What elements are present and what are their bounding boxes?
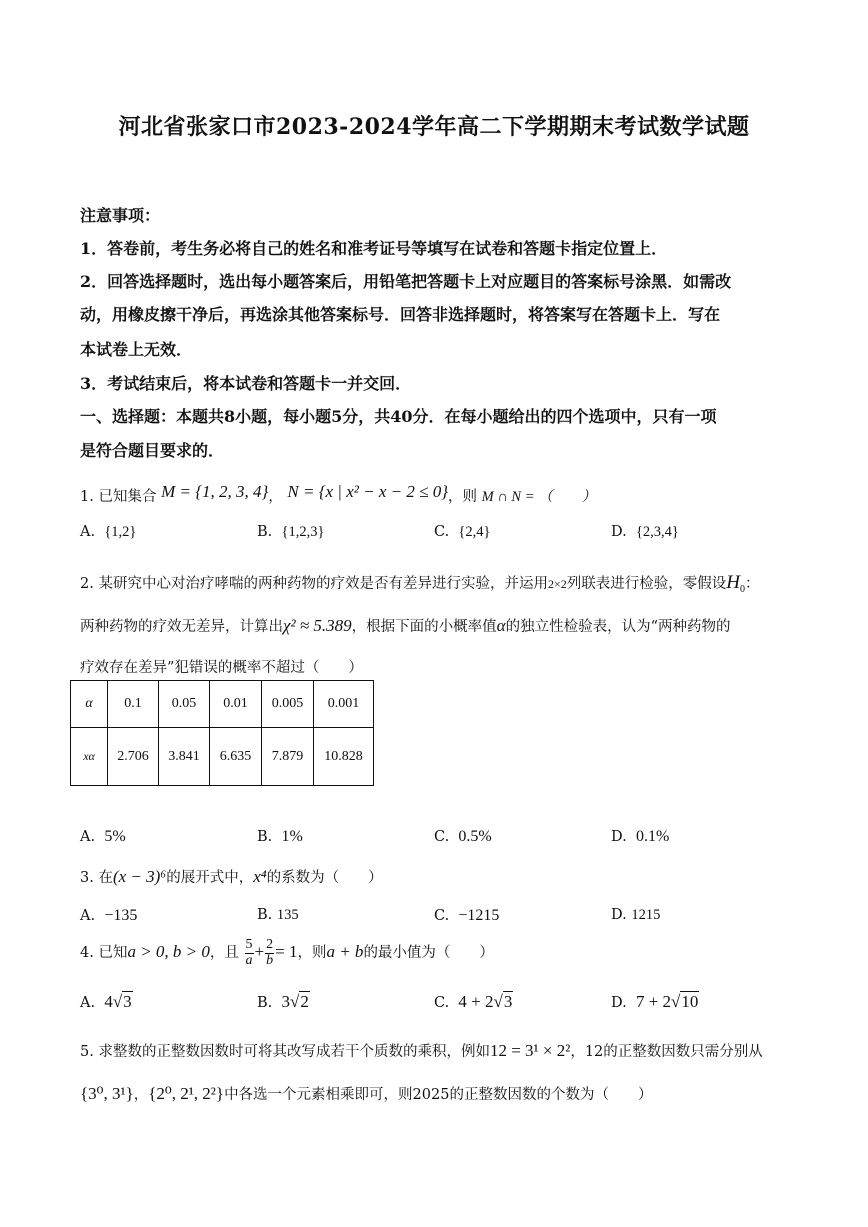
page-title: 河北省张家口市2023-2024学年高二下学期期末考试数学试题 — [118, 114, 750, 140]
q2-option-b[interactable]: B. 1% — [257, 828, 303, 845]
q3-option-c[interactable]: C. −1215 — [434, 907, 500, 924]
question-2-line-1: 2. 某研究中心对治疗哮喘的两种药物的疗效是否有差异进行实验，并运用2×2列联表进行检验，零假设$H_0$： — [80, 572, 760, 595]
table-cell: 10.828 — [314, 728, 374, 786]
q4-option-b[interactable]: B. 3√2 — [257, 992, 309, 1011]
notice-item-2-line-2: 动，用橡皮擦干净后，再选涂其他答案标号．回答非选择题时，将答案写在答题卡上．写在 — [80, 305, 721, 324]
q1-ask: M ∩ N = （ ） — [481, 489, 597, 505]
question-5-line-2: {3⁰, 3¹}，{2⁰, 2¹, 2²}中各选一个元素相乘即可，则2025的正整数因数的个数为（ ） — [80, 1084, 653, 1103]
table-cell: 0.001 — [314, 681, 374, 728]
q1-set-n: N = {x | x² − x − 2 ≤ 0} — [287, 482, 448, 501]
q1-option-a[interactable]: A. {1,2} — [80, 524, 137, 540]
q4-fraction-1: $\frac{5}{a}$ — [245, 937, 253, 968]
q4-option-d[interactable]: D. 7 + 2√10 — [611, 992, 699, 1011]
q4-option-c[interactable]: C. 4 + 2√3 — [434, 992, 513, 1011]
table-cell: 0.005 — [262, 681, 314, 728]
notice-item-3: 3．考试结束后，将本试卷和答题卡一并交回． — [80, 374, 412, 393]
table-cell: 2.706 — [108, 728, 159, 786]
q3-option-d[interactable]: D. 1215 — [611, 907, 661, 923]
table-cell: 0.01 — [210, 681, 262, 728]
table-row — [71, 728, 374, 786]
notice-item-2-line-1: 2．回答选择题时，选出每小题答案后，用铅笔把答题卡上对应题目的答案标号涂黑．如需改 — [80, 272, 732, 291]
q1-set-m: M = {1, 2, 3, 4} — [161, 482, 269, 501]
q1-sep: ， — [268, 489, 283, 505]
question-2-line-3: 疗效存在差异”犯错误的概率不超过（ ） — [80, 660, 363, 676]
q1-option-c[interactable]: C. {2,4} — [434, 524, 491, 540]
table-cell: 7.879 — [262, 728, 314, 786]
question-3-stem: 3. 在(x − 3)⁶的展开式中，x⁴的系数为（ ） — [80, 867, 383, 886]
table-cell: 0.05 — [159, 681, 210, 728]
table-cell: xα — [71, 728, 108, 786]
table-cell: 6.635 — [210, 728, 262, 786]
notice-item-1: 1．答卷前，考生务必将自己的姓名和准考证号等填写在试卷和答题卡指定位置上． — [80, 239, 668, 258]
q4-fraction-2: $\frac{2}{b}$ — [266, 937, 274, 968]
q1-suffix: ，则 — [448, 489, 477, 505]
q1-prefix: 1. 已知集合 — [80, 489, 157, 505]
q1-option-b[interactable]: B. {1,2,3} — [257, 524, 325, 540]
question-4-stem: 4. 已知a > 0, b > 0，且 $\frac{5}{a}$ + $\frac{2}{b}$ = 1，则a + b的最小值为（ ） — [80, 937, 494, 968]
section-heading-line-2: 是符合题目要求的． — [80, 441, 225, 460]
q3-option-b[interactable]: B. 135 — [257, 907, 299, 923]
q1-option-d[interactable]: D. {2,3,4} — [611, 524, 679, 540]
table-cell: 3.841 — [159, 728, 210, 786]
q3-option-a[interactable]: A. −135 — [80, 907, 138, 924]
q4-option-a[interactable]: A. 4√3 — [80, 992, 132, 1011]
question-5-line-1: 5. 求整数的正整数因数时可将其改写成若干个质数的乘积，例如12 = 3¹ × 2²，12的正整数因数只需分别从 — [80, 1041, 763, 1060]
q2-option-d[interactable]: D. 0.1% — [611, 828, 670, 845]
notice-item-2-line-3: 本试卷上无效． — [80, 340, 193, 359]
q2-option-a[interactable]: A. 5% — [80, 828, 126, 845]
table-row — [71, 681, 374, 728]
table-cell: 0.1 — [108, 681, 159, 728]
q2-option-c[interactable]: C. 0.5% — [434, 828, 492, 845]
question-1-stem — [80, 482, 597, 506]
critical-value-table — [70, 680, 374, 786]
table-cell: α — [71, 681, 108, 728]
notice-heading: 注意事项： — [80, 206, 161, 225]
question-2-line-2: 两种药物的疗效无差异，计算出χ² ≈ 5.389，根据下面的小概率值α的独立性检验表，认为“两种药物的 — [80, 616, 731, 635]
section-heading-line-1: 一、选择题：本题共8小题，每小题5分，共40分．在每小题给出的四个选项中，只有一项 — [80, 407, 717, 426]
